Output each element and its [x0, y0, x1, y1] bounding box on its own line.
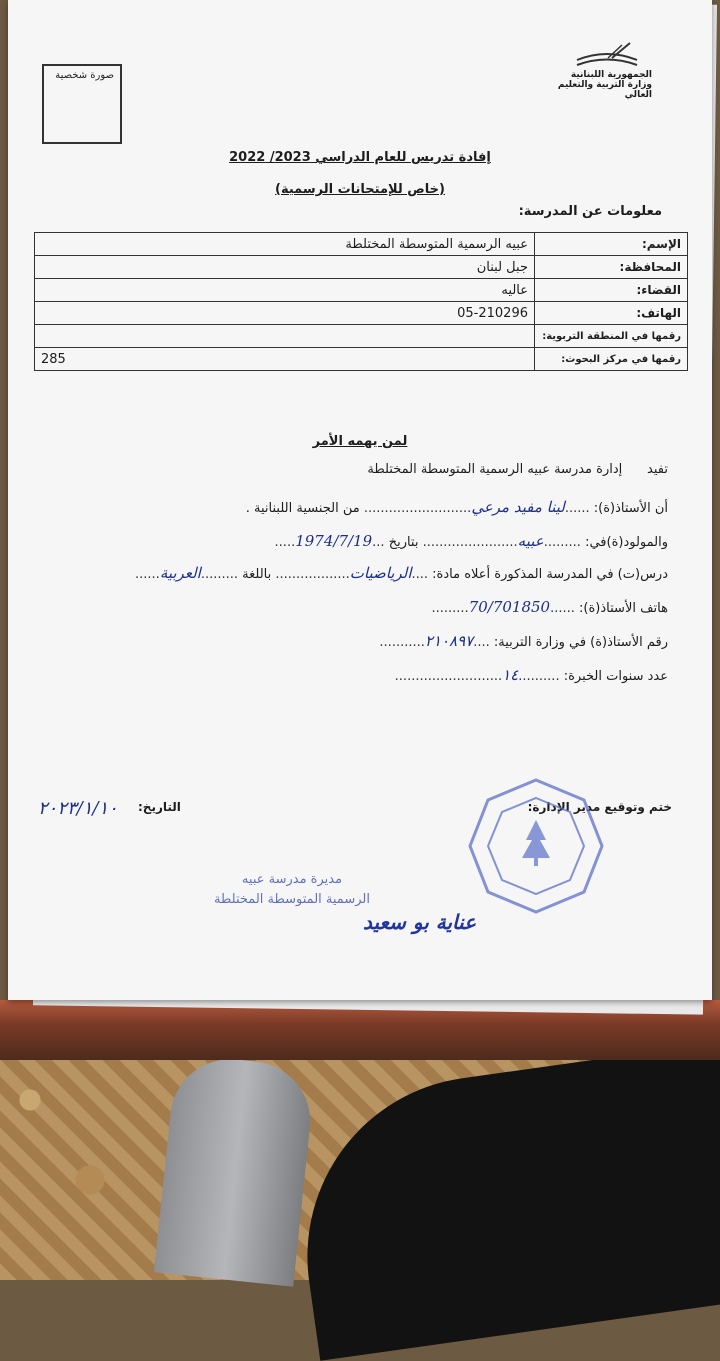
table-row	[35, 279, 688, 302]
born-place: عبيه	[517, 532, 544, 550]
row-value: عاليه	[35, 279, 535, 302]
language-value: العربية	[159, 564, 201, 582]
experience-label: عدد سنوات الخبرة:	[563, 669, 668, 684]
stamp-line2: الرسمية المتوسطة المختلطة	[214, 892, 370, 907]
ministry-no-value: ٢١٠٨٩٧	[424, 632, 474, 650]
book-logo-icon	[572, 40, 642, 70]
date-label: بتاريخ	[388, 535, 419, 550]
row-value: جبل لبنان	[35, 256, 535, 279]
row-label: المحافظة:	[535, 256, 688, 279]
row-label: الإسم:	[535, 233, 688, 256]
experience-value: ١٤	[502, 666, 519, 684]
official-stamp-icon	[466, 776, 606, 916]
row-label: رقمها في المنطقة التربوية:	[535, 325, 688, 348]
ministry-no-label: رقم الأستاذ(ة) في وزارة التربية:	[493, 635, 668, 650]
taught-label: درس(ت) في المدرسة المذكورة أعلاه مادة:	[432, 567, 668, 582]
row-value: 285	[35, 348, 535, 371]
row-label: الهاتف:	[535, 302, 688, 325]
line-born: والمولود(ة)في: .........عبيه....................... بتاريخ ...1974/7/19.....	[274, 532, 668, 550]
table-row	[35, 256, 688, 279]
row-value: 05-210296	[35, 302, 535, 325]
subject-value: الرياضيات	[349, 564, 412, 582]
born-label: والمولود(ة)في:	[585, 535, 668, 550]
line-phone: هاتف الأستاذ(ة): ......70/701850.........	[431, 598, 668, 616]
table-row	[35, 302, 688, 325]
document-title: إفادة تدريس للعام الدراسي 2023/ 2022	[229, 150, 491, 165]
line-experience: عدد سنوات الخبرة: ..........١٤..........................	[394, 666, 668, 684]
footer-date-label: التاريخ:	[138, 800, 181, 814]
table-row	[35, 348, 688, 371]
footer-date-value: ٢٠٢٣/١/١٠	[38, 798, 118, 819]
document-page	[8, 0, 712, 1000]
table-row	[35, 233, 688, 256]
teacher-name: لينا مفيد مرعي	[471, 498, 565, 516]
stamp-line1: مديرة مدرسة عبيه	[241, 872, 343, 887]
teacher-label: أن الأستاذ(ة):	[593, 501, 668, 516]
row-value: عبيه الرسمية المتوسطة المختلطة	[35, 233, 535, 256]
photo-label: صورة شخصية	[55, 70, 114, 81]
ministry-line2: وزارة التربية والتعليم العالي	[557, 80, 652, 100]
phone-label: هاتف الأستاذ(ة):	[579, 601, 668, 616]
nationality-text: من الجنسية اللبنانية .	[245, 501, 360, 516]
ministry-logo	[542, 40, 652, 100]
stamp-text	[152, 870, 432, 910]
table-row	[35, 325, 688, 348]
born-date: 1974/7/19	[295, 532, 373, 550]
line-ministry-no: رقم الأستاذ(ة) في وزارة التربية: ....٢١٠٨٩٧...........	[379, 632, 668, 650]
document-subtitle: (خاص للإمتحانات الرسمية)	[275, 182, 445, 197]
ministry-line1: الجمهورية اللبنانية	[570, 70, 652, 80]
background-leg	[154, 1053, 316, 1286]
school-info-label: معلومات عن المدرسة:	[518, 204, 662, 219]
line-intro	[367, 462, 668, 477]
row-label: رقمها في مركز البحوث:	[535, 348, 688, 371]
to-whom-heading: لمن يهمه الأمر	[312, 434, 408, 449]
signer-name: عناية بو سعيد	[363, 910, 477, 934]
intro-text: إدارة مدرسة عبيه الرسمية المتوسطة المختلطة	[367, 462, 623, 477]
language-label: باللغة	[242, 567, 272, 582]
phone-value: 70/701850	[468, 598, 551, 616]
row-value	[35, 325, 535, 348]
intro-prefix: تفيد	[647, 462, 668, 477]
signature-label: ختم وتوقيع مدير الإدارة:	[527, 800, 672, 814]
photo-box	[42, 64, 122, 144]
school-info-table	[34, 232, 688, 371]
line-subject: درس(ت) في المدرسة المذكورة أعلاه مادة: ....الرياضيات.................. باللغة .........العربية......	[135, 564, 668, 582]
line-teacher: أن الأستاذ(ة): ......لينا مفيد مرعي.......................... من الجنسية اللبنانية .	[245, 498, 668, 516]
row-label: القضاء:	[535, 279, 688, 302]
